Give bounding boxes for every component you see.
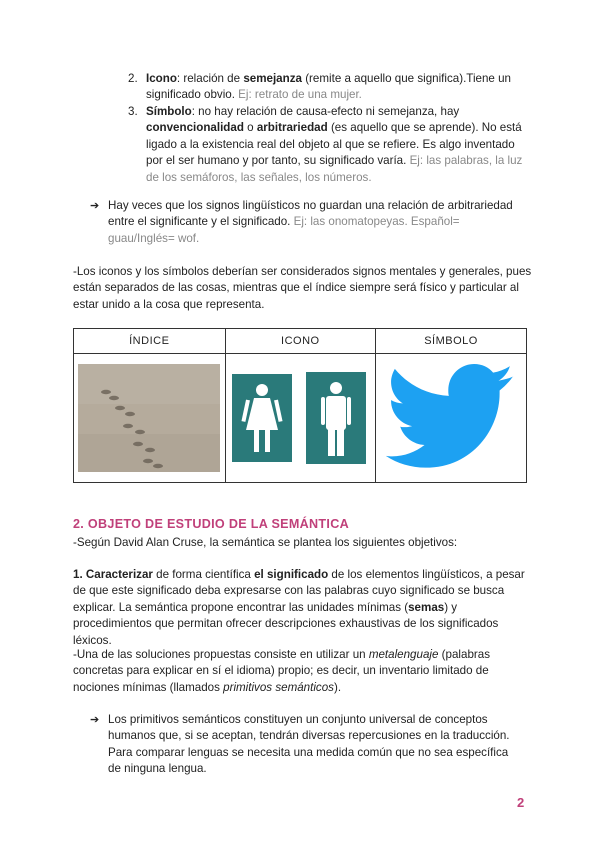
list-item-simbolo: 3. Símbolo: no hay relación de causa-efecto ni semejanza, hay convencionalidad o arbitrariedad (es aquello que se aprende). No está ligado a la existencia real del objeto al que se refiere. Es algo inventado por el ser humano y por tanto, su significado varía. Ej: las palabras, la luz de los semáforos, las señales, los números. bbox=[128, 105, 523, 184]
twitter-bird-icon bbox=[386, 364, 516, 472]
example-text: Ej: retrato de una mujer. bbox=[238, 88, 362, 102]
term-simbolo: Símbolo bbox=[146, 105, 192, 118]
note-onomatopeyas: ➔ Hay veces que los signos lingüísticos no guardan una relación de arbitrariedad entre el significante y el significado. Ej: las onomatopeyas. Español= guau/Inglés= wof. bbox=[90, 199, 513, 245]
header-indice: ÍNDICE bbox=[74, 329, 226, 354]
example-text: Ej: las palabras, la luz de los semáforos, las señales, los números. bbox=[146, 154, 523, 184]
restroom-signs-image bbox=[230, 364, 370, 472]
cell-simbolo bbox=[376, 354, 527, 483]
paragraph-metalenguaje: -Una de las soluciones propuestas consiste en utilizar un metalenguaje (palabras concretas para explicar en sí el idioma) propio; es decir, un inventario limitado de nociones mínimas (llamados primitivos semánticos). bbox=[73, 648, 490, 694]
paragraph-caracterizar: 1. Caracterizar de forma científica el significado de los elementos lingüísticos, a pesar de que este significado deba expresarse con las palabras cuyo significado se busca explicar. La semántica propone encontrar las unidades mínimas (semas) y procedimientos que permitan ofrecer descripciones exhaustivas de los significados léxicos. bbox=[73, 568, 525, 647]
example-text: Ej: las onomatopeyas. Español= guau/Inglés= wof. bbox=[108, 215, 460, 245]
list-item-icono: 2. Icono: relación de semejanza (remite a aquello que significa).Tiene un significado obvio. Ej: retrato de una mujer. bbox=[128, 72, 511, 102]
header-icono: ICONO bbox=[225, 329, 376, 354]
cell-icono bbox=[225, 354, 376, 483]
table-image-row bbox=[74, 354, 527, 483]
list-number: 2. bbox=[128, 72, 138, 85]
list-number: 3. bbox=[128, 105, 138, 118]
section-intro: -Según David Alan Cruse, la semántica se plantea los siguientes objetivos: bbox=[73, 536, 458, 549]
signs-table bbox=[73, 328, 527, 483]
note-primitivos: ➔ Los primitivos semánticos constituyen un conjunto universal de conceptos humanos que, si se aceptan, tendrán diversas repercusiones en la traducción. Para comparar lenguas se necesita una medida común que no sea específica de ninguna lengua. bbox=[90, 713, 510, 776]
arrow-right-icon: ➔ bbox=[90, 714, 100, 726]
footprints-in-sand-image bbox=[78, 364, 220, 472]
header-simbolo: SÍMBOLO bbox=[376, 329, 527, 354]
section-heading: 2. OBJETO DE ESTUDIO DE LA SEMÁNTICA bbox=[73, 517, 349, 531]
table-header-row bbox=[74, 329, 527, 354]
page-number: 2 bbox=[517, 795, 525, 810]
cell-indice bbox=[74, 354, 226, 483]
arrow-right-icon: ➔ bbox=[90, 200, 100, 212]
paragraph-iconos-simbolos: -Los iconos y los símbolos deberían ser considerados signos mentales y generales, pues están separados de las cosas, mientras que el índice siempre será físico y particular al estar unido a la cosa que representa. bbox=[73, 265, 532, 311]
term-icono: Icono bbox=[146, 72, 177, 85]
